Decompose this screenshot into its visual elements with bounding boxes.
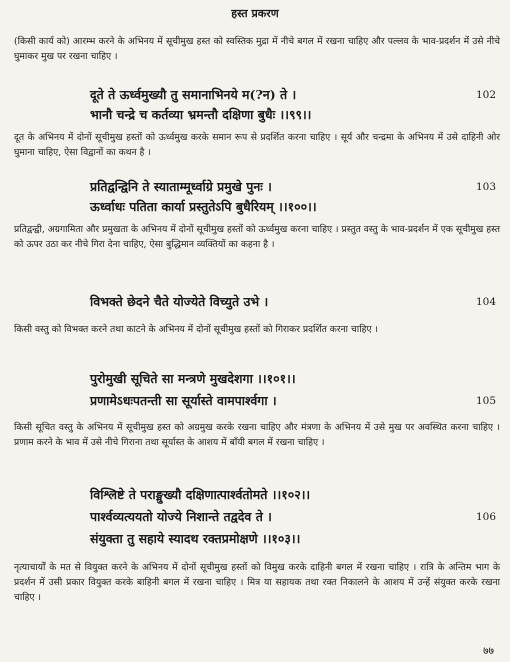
verse-line: पुरोमुखी सूचिते सा मन्त्रणे मुखदेशगा ।।१०१।। (90, 371, 296, 386)
verse-line: भानौ चन्द्रे च कर्तव्या भ्रमन्तौ दक्षिणा बुधैः ।।९९।। (90, 107, 312, 122)
page-number: ७७ (483, 645, 494, 657)
commentary-paragraph: (किसी कार्य को) आरम्भ करने के अभिनय में सूचीमुख हस्त को स्वस्तिक मुद्रा में नीचे बगल में रखना चाहिए और पल्लव के भाव-प्रदर्शन में उसे नीचे घुमाकर मुख पर रखना चाहिए । (14, 36, 500, 62)
verse-line: विभक्ते छेदने चैते योज्येते विच्युते उभे । (90, 294, 269, 309)
verse-number: 102 (475, 89, 496, 101)
commentary-paragraph: किसी सूचित वस्तु के अभिनय में सूचीमुख हस्त को अग्रमुख करके रखना चाहिए और मंत्रणा के अभिनय में उसे मुख पर अवस्थित करना चाहिए । प्रणाम करने के भाव में उसे नीचे गिराना तथा सूर्यास्त के आशय में बाँयी बगल में रखना चाहिए । (14, 422, 500, 448)
verse-line: प्रतिद्वन्द्विनि ते स्याताम्मूर्ध्वाग्रे प्रमुखे पुनः । (90, 179, 272, 194)
verse-number: 104 (475, 296, 496, 308)
verse-line: दूते ते ऊर्ध्वमुख्यौ तु समानाभिनये म(?न) ते । (90, 87, 297, 102)
commentary-paragraph: किसी वस्तु को विभक्त करने तथा काटने के अभिनय में दोनों सूचीमुख हस्तों को गिराकर प्रदर्शित करना चाहिए । (14, 324, 378, 335)
verse-number: 106 (475, 511, 496, 523)
verse-number: 105 (475, 395, 496, 407)
verse-line: प्रणामेऽधःपतन्ती सा सूर्यास्ते वामपार्श्वगा । (90, 393, 277, 408)
commentary-paragraph: दूत के अभिनय में दोनों सूचीमुख हस्तों को ऊर्ध्वमुख करके समान रूप से प्रदर्शित करना चाहिए । सूर्य और चन्द्रमा के अभिनय में उसे दाहिनी ओर घुमाना चाहिए, ऐसा विद्वानों का कथन है । (14, 132, 500, 158)
running-header: हस्त प्रकरण (231, 7, 279, 20)
verse-line: विश्लिष्टे ते पराङ्मुख्यौ दक्षिणात्पार्श्वतोमते ।।१०२।। (90, 487, 311, 502)
verse-line: ऊर्ध्वाधः पतिता कार्या प्रस्तुतेऽपि बुधैरियम् ।।१००।। (90, 199, 317, 214)
verse-number: 103 (475, 181, 496, 193)
verse-line: पार्श्वव्यत्ययतो योज्ये निशान्ते तद्वदेव ते । (90, 509, 272, 524)
commentary-paragraph: प्रतिद्वन्द्वी, अग्रगामिता और प्रमुखता के अभिनय में दोनों सूचीमुख हस्तों को ऊर्ध्वमुख करना चाहिए । प्रस्तुत वस्तु के भाव-प्रदर्शन में एक सूचीमुख हस्त को ऊपर उठा कर नीचे गिरा देना चाहिए, ऐसा बुद्धिमान व्यक्तियों का कहना है । (14, 224, 500, 250)
verse-line: संयुक्ता तु सहाये स्यादथ रक्तप्रमोक्षणे ।।१०३।। (90, 531, 301, 546)
commentary-paragraph: नृत्याचार्यों के मत से वियुक्त करने के अभिनय में दोनों सूचीमुख हस्तों को विमुख करके दाहिनी बगल में रखना चाहिए । रात्रि के अन्तिम भाग के प्रदर्शन में उसी प्रकार वियुक्त करके बाहिनी बगल में रखना चाहिए । मित्र या सहायक तथा रक्त निकालने के आशय में उन्हें संयुक्त करके रखना चाहिए । (14, 562, 500, 603)
